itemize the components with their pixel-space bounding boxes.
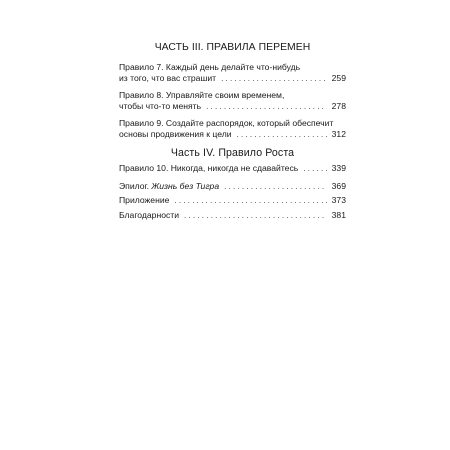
toc-entry-line — [119, 181, 346, 192]
toc-entry-epilogue[interactable] — [119, 181, 346, 192]
part-3-heading: ЧАСТЬ III. ПРАВИЛА ПЕРЕМЕН — [154, 42, 311, 53]
toc-leader-dots — [221, 73, 327, 84]
part-4-heading: Часть IV. Правило Роста — [170, 147, 295, 159]
toc-entry-line — [119, 62, 346, 73]
toc-entry-title — [119, 163, 298, 174]
toc-entry-prefix: Правило 10. — [119, 163, 171, 173]
toc-leader-dots — [184, 210, 327, 221]
toc-entry-line — [119, 118, 346, 129]
toc-entry-prefix: Эпилог. — [119, 181, 152, 191]
toc-entry-title-cont: чтобы что-то менять — [119, 101, 202, 112]
toc-entry-title: Благодарности — [119, 210, 180, 220]
toc-leader-dots — [303, 163, 326, 174]
toc-entry-line — [119, 210, 346, 221]
toc-entry-title: Приложение — [119, 195, 170, 205]
toc-leader-dots — [224, 181, 327, 192]
toc-entry-title-cont: из того, что вас страшит — [119, 73, 217, 84]
toc-entry-line — [119, 129, 346, 140]
toc-entry-title: Правило 8. Управляйте своим временем, — [119, 90, 285, 100]
toc-entry-title: Правило 9. Создайте распорядок, который обеспечит — [119, 118, 334, 128]
toc-page-number: 339 — [331, 163, 346, 173]
toc-entry-appendix[interactable] — [119, 195, 346, 206]
toc-entry-title-cont: основы продвижения к цели — [119, 129, 232, 140]
toc-entry-line — [119, 90, 346, 101]
toc-entry-text: Жизнь без Тигра — [151, 181, 220, 191]
toc-entry-line — [119, 195, 346, 206]
toc-page-number: 259 — [331, 73, 346, 84]
toc-entry-rule-7[interactable] — [119, 62, 346, 85]
toc-page-number: 369 — [331, 181, 346, 191]
toc-entry-rule-8[interactable] — [119, 90, 346, 113]
toc-entry-line — [119, 73, 346, 84]
toc-page-number: 373 — [331, 195, 346, 205]
toc-entry-acknowledgements[interactable] — [119, 210, 346, 221]
toc-leader-dots — [237, 129, 327, 140]
toc-page-number: 312 — [331, 129, 346, 140]
toc-entry-line — [119, 163, 346, 174]
toc-entry-rule-9[interactable] — [119, 118, 346, 141]
toc-entry-title — [119, 181, 219, 192]
toc-leader-dots — [174, 195, 326, 206]
toc-entry-rule-10[interactable] — [119, 163, 346, 174]
toc-leader-dots — [206, 101, 327, 112]
toc-entry-text: Никогда, никогда не сдавайтесь — [170, 163, 299, 173]
toc-page-number: 381 — [331, 210, 346, 220]
toc-entry-line — [119, 101, 346, 112]
toc-entry-title: Правило 7. Каждый день делайте что-нибудь — [119, 62, 301, 72]
toc-page-number: 278 — [331, 101, 346, 112]
